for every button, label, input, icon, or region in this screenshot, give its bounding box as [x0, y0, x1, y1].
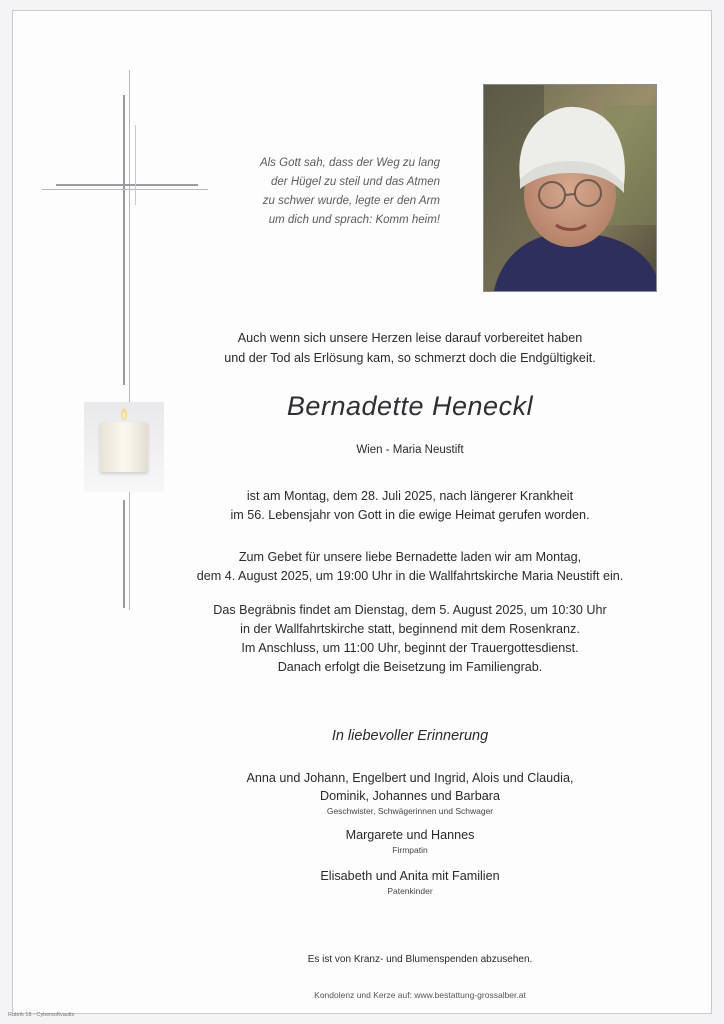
funeral-line: Im Anschluss, um 11:00 Uhr, beginnt der Trauergottesdienst.	[241, 641, 579, 655]
death-line: ist am Montag, dem 28. Juli 2025, nach längerer Krankheit	[246, 489, 574, 503]
deceased-place: Wien - Maria Neustift	[356, 444, 464, 456]
mourner-names: Dominik, Johannes und Barbara	[320, 789, 500, 803]
flame-icon	[121, 408, 127, 420]
mourner-relation: Patenkinder	[387, 886, 433, 896]
prayer-line: dem 4. August 2025, um 19:00 Uhr in die Wallfahrtskirche Maria Neustift ein.	[196, 569, 624, 583]
prayer-line: Zum Gebet für unsere liebe Bernadette laden wir am Montag,	[238, 550, 582, 564]
funeral-line: Danach erfolgt die Beisetzung im Familiengrab.	[277, 660, 543, 674]
intro-text	[180, 328, 640, 368]
candle-body	[100, 422, 148, 472]
portrait-photo	[483, 84, 657, 292]
mourner-group	[200, 867, 620, 898]
memory-heading: In liebevoller Erinnerung	[331, 728, 489, 744]
mourner-group	[200, 769, 620, 818]
intro-line: Auch wenn sich unsere Herzen leise darauf vorbereitet haben	[237, 331, 583, 345]
funeral-line: Das Begräbnis findet am Dienstag, dem 5. August 2025, um 10:30 Uhr	[213, 603, 607, 617]
mourner-group	[200, 826, 620, 857]
mourner-relation: Firmpatin	[392, 845, 428, 855]
mourner-names: Elisabeth und Anita mit Familien	[320, 869, 500, 883]
deceased-name: Bernadette Heneckl	[286, 391, 534, 421]
prayer-notice	[160, 548, 660, 586]
poem-line: der Hügel zu steil und das Atmen	[271, 176, 440, 188]
poem-line: zu schwer wurde, legte er den Arm	[262, 195, 440, 207]
mourner-relation: Geschwister, Schwägerinnen und Schwager	[326, 806, 494, 816]
poem-line: Als Gott sah, dass der Weg zu lang	[259, 157, 440, 169]
funeral-line: in der Wallfahrtskirche statt, beginnend mit dem Rosenkranz.	[240, 622, 580, 636]
candle-icon	[84, 402, 164, 492]
mourner-names: Margarete und Hannes	[345, 828, 475, 842]
death-line: im 56. Lebensjahr von Gott in die ewige Heimat gerufen worden.	[230, 508, 590, 522]
funeral-notice	[160, 601, 660, 677]
mourner-names: Anna und Johann, Engelbert und Ingrid, Alois und Claudia,	[246, 771, 574, 785]
poem	[230, 154, 440, 230]
death-notice	[160, 487, 660, 525]
condolence-footer: Kondolenz und Kerze auf: www.bestattung-grossalber.at	[314, 990, 526, 1000]
poem-line: um dich und sprach: Komm heim!	[268, 214, 440, 226]
print-code: Rubrik 18 - Cybersoftvaults	[8, 1012, 75, 1018]
intro-line: und der Tod als Erlösung kam, so schmerzt doch die Endgültigkeit.	[224, 351, 596, 365]
flowers-note: Es ist von Kranz- und Blumenspenden abzusehen.	[307, 954, 533, 965]
